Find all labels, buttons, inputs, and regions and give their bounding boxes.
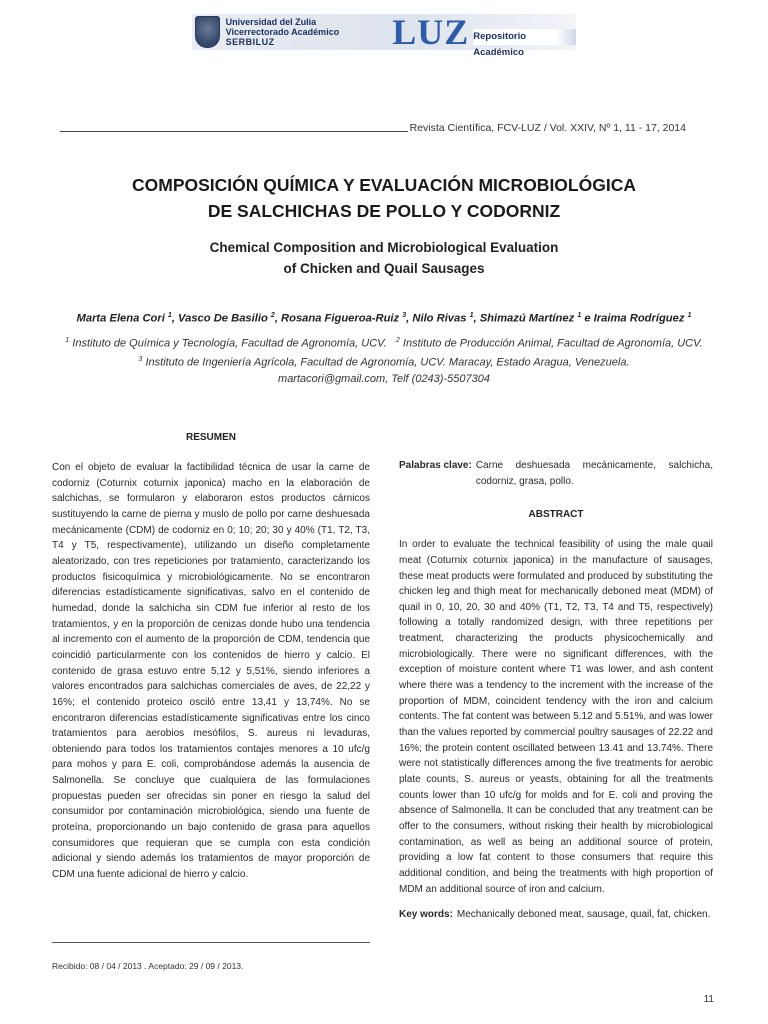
abstract-heading: ABSTRACT [528, 509, 584, 521]
author-name: Shimazú Martínez [479, 312, 578, 325]
journal-citation: Revista Científica, FCV-LUZ / Vol. XXIV, Nº 1, 11 - 17, 2014 [409, 122, 686, 134]
palabras-clave [399, 458, 713, 489]
vice-rectorate: Vicerrectorado Académico [225, 27, 340, 37]
author-affiliation-marker: 2 [270, 312, 275, 319]
author-affiliation-marker: 1 [687, 312, 692, 319]
university-name-block [226, 17, 357, 47]
affiliation-3: Instituto de Ingeniería Agrícola, Facultad de Agronomía, UCV. Maracay, Estado Aragua, Venezuela. [145, 356, 630, 369]
author-separator: , [473, 312, 480, 325]
page-number: 11 [703, 994, 714, 1005]
affiliation-2: Instituto de Producción Animal, Facultad de Agronomía, UCV. [402, 337, 703, 350]
author-separator: e [581, 312, 594, 325]
author-name: Rosana Figueroa-Ruiz [281, 312, 403, 325]
left-column [52, 432, 370, 883]
author-affiliation-marker: 1 [469, 312, 474, 319]
affiliation-1: Instituto de Química y Tecnología, Facultad de Agronomía, UCV. [72, 337, 387, 350]
english-title [40, 237, 728, 279]
english-title-line1: Chemical Composition and Microbiological Evaluation [209, 240, 559, 255]
palabras-clave-text: Carne deshuesada mecánicamente, salchicha, codorniz, grasa, pollo. [475, 460, 713, 487]
university-seal-icon [195, 16, 220, 48]
author-separator: , [406, 312, 413, 325]
author-name: Marta Elena Cori [76, 312, 168, 325]
english-title-line2: of Chicken and Quail Sausages [283, 261, 485, 276]
university-name: Universidad del Zulia [225, 17, 317, 27]
author-separator: , [274, 312, 282, 325]
received-accepted-dates: Recibido: 08 / 04 / 2013 . Aceptado: 29 / 09 / 2013. [52, 961, 244, 971]
author-affiliation-marker: 1 [577, 312, 582, 319]
affiliation-row-1 [20, 333, 748, 352]
article-title [40, 172, 728, 224]
author-name: Nilo Rivas [412, 312, 470, 325]
author-list [20, 312, 748, 325]
affiliation-3-marker: 3 [138, 356, 143, 364]
repository-label: Repositorio Académico [473, 29, 576, 45]
author-separator: , [171, 312, 179, 325]
author-name: Iraima Rodríguez [593, 312, 688, 325]
key-words-text: Mechanically deboned meat, sausage, quail, fat, chicken. [456, 909, 711, 921]
affiliation-row-2 [20, 352, 748, 371]
affiliation-2-marker: 2 [395, 337, 400, 344]
key-words-label: Key words: [399, 909, 453, 921]
repository-banner [192, 12, 576, 58]
right-column [399, 458, 713, 923]
palabras-clave-label: Palabras clave: [399, 460, 472, 471]
journal-citation-line [60, 122, 686, 134]
serbiluz-label: SERBILUZ [225, 37, 275, 47]
header-rule [60, 131, 408, 132]
affiliations [20, 333, 748, 388]
contact-info: martacori@gmail.com, Telf (0243)-5507304 [278, 373, 490, 386]
resumen-body: Con el objeto de evaluar la factibilidad técnica de usar la carne de codorniz (Coturnix coturnix japonica) macho en la elaboración de salchichas, se formularon y elaboraron estos productos cárnicos sustituyendo la carne de pierna y muslo de pollo por carne deshuesada mecánicamente (CDM) de codorniz en 0; 10; 20; 30 y 40% (T1, T2, T3, T4 y T5, respectivamente), utilizando un diseño completamente aleatorizado, con tres repeticiones por tratamiento, caracterizando los productos fisicoquímica y microbiológicamente. No se encontraron diferencias estadísticamente significativas, salvo en el contenido de humedad, donde la salchicha sin CDM fue inferior al resto de los tratamientos, y en la proporción de cenizas donde hubo una tendencia al incremento con el aumento de la proporción de CDM, tendencia que coincidió particularmente con los contenidos de hierro y calcio. El contenido de grasa estuvo entre 5,12 y 5,51%, siendo inferiores a valores encontrados para salchichas comerciales de aves, de 22,22 y 16%; el contenido proteico osciló entre 13,41 y 13,74%. No se encontraron diferencias estadísticamente significativas entre los cinco tratamientos para aerobios mesófilos, S. aureus ni levaduras, obteniendo para todos los tratamientos contajes menores a 10 ufc/g para mohos y para E. coli, comprobándose además la ausencia de Salmonella. Se concluye que cualquiera de las formulaciones propuestas pueden ser ofrecidas sin poner en riesgo la salud del consumidor por contaminación microbiológica, siendo una fuente de proteína, proporcionando un bajo contenido de grasa para aquellos consumidores que requieran que se cumpla con esta condición adicional y siendo además los tratamientos de mayor proporción de CDM una fuente adicional de hierro y calcio. [52, 462, 370, 881]
abstract-body: In order to evaluate the technical feasibility of using the male quail meat (Coturnix coturnix japonica) in the manufacture of sausages, these meat products were formulated and produced by substituting the chicken leg and thigh meat for mechanically deboned meat (MDM) of quail in 0, 10, 20, 30 and 40% (T1, T2, T3, T4 and T5, respectively) following a totally randomized design, with three repetitions per treatment, characterizing the products physicochemically and microbiologically. There were no significant differences, with the exception of moisture content where T1 was lower, and ash content where there was a tendency to the increment with the increase of the proportion of MDM, coincident tendency with the iron and calcium contents. The fat content was between 5.12 and 5.51%, and was lower than the values reported by commercial poultry sausages of 22.22 and 16%; the protein content oscillated between 13.41 and 13.74%. There were not statistically differences among the five treatments for aerobic plate counts, S. aureus or yeasts, obtaining for all the treatments counts lower than 10 ufc/g for molds and for E. coli and proving the absence of Salmonella. It can be concluded that any treatment can be offer to the consumers, without risking their health by microbiological contamination, as well as being an additional source of protein, providing a low fat content to those consumers that require this additional condition, and being the treatments with high proportion of MDM an additional source of iron and calcium. [399, 539, 713, 895]
affiliation-1-marker: 1 [65, 337, 70, 344]
author-affiliation-marker: 3 [402, 312, 407, 319]
key-words [399, 907, 713, 923]
author-affiliation-marker: 1 [167, 312, 172, 319]
luz-logo: LUZ [392, 12, 470, 52]
author-name: Vasco De Basilio [178, 312, 271, 325]
article-title-line1: COMPOSICIÓN QUÍMICA Y EVALUACIÓN MICROBIOLÓGICA [132, 175, 636, 195]
footnote-rule [52, 942, 370, 943]
article-title-line2: DE SALCHICHAS DE POLLO Y CODORNIZ [207, 201, 561, 221]
resumen-heading: RESUMEN [185, 432, 236, 443]
